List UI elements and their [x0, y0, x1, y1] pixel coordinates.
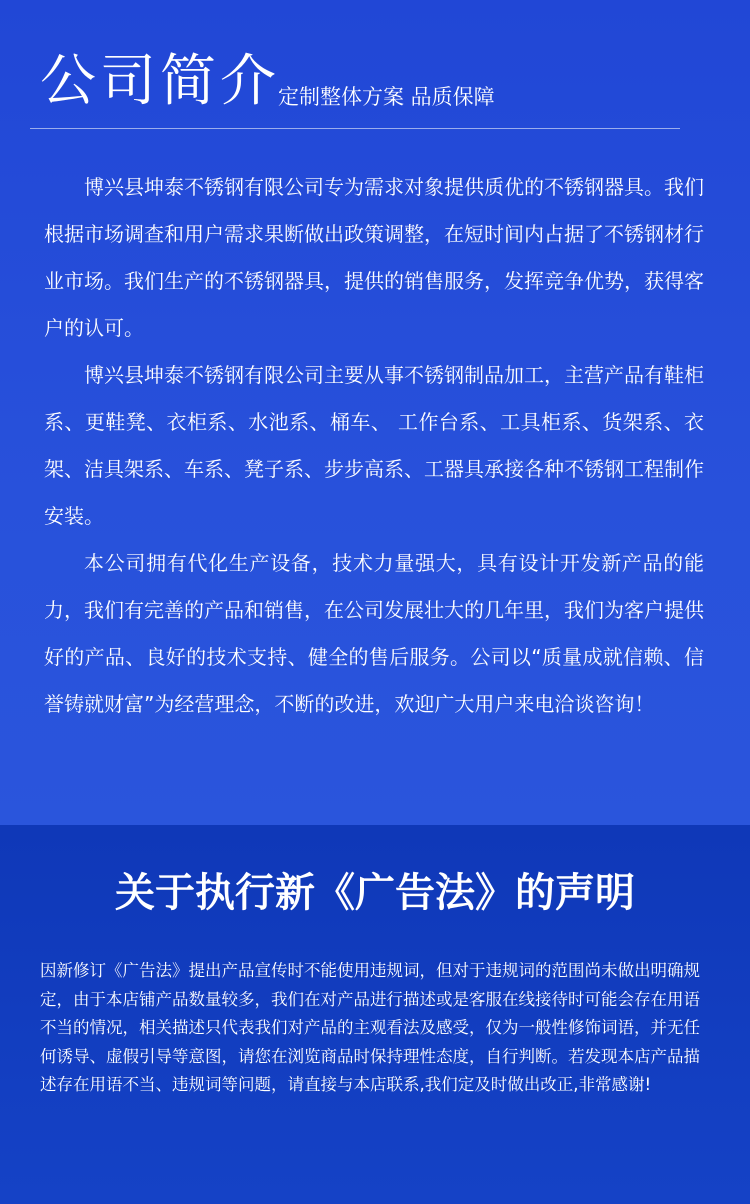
- intro-body: [44, 164, 704, 728]
- ad-law-notice-section: [0, 825, 750, 1204]
- intro-paragraph: 博兴县坤泰不锈钢有限公司专为需求对象提供质优的不锈钢器具。我们根据市场调查和用户需求果断做出政策调整，在短时间内占据了不锈钢材行业市场。我们生产的不锈钢器具，提供的销售服务，发挥竞争优势，获得客户的认可。: [44, 175, 704, 340]
- intro-paragraph: 博兴县坤泰不锈钢有限公司主要从事不锈钢制品加工，主营产品有鞋柜系、更鞋凳、衣柜系、水池系、桶车、 工作台系、工具柜系、货架系、衣架、洁具架系、车系、凳子系、步步高系、工器具承接各种不锈钢工程制作安装。: [44, 363, 704, 528]
- section-subtitle: 定制整体方案 品质保障: [278, 85, 495, 109]
- notice-title: 关于执行新《广告法》的声明: [115, 870, 635, 916]
- section-title: 公司简介: [40, 49, 280, 114]
- title-divider: [30, 128, 680, 129]
- intro-paragraph: 本公司拥有代化生产设备，技术力量强大，具有设计开发新产品的能力，我们有完善的产品和销售，在公司发展壮大的几年里，我们为客户提供好的产品、良好的技术支持、健全的售后服务。公司以“质量成就信赖、信誉铸就财富”为经营理念，不断的改进，欢迎广大用户来电洽谈咨询！: [44, 551, 704, 716]
- notice-body: 因新修订《广告法》提出产品宣传时不能使用违规词，但对于违规词的范围尚未做出明确规定，由于本店铺产品数量较多，我们在对产品进行描述或是客服在线接待时可能会存在用语不当的情况，相关描述只代表我们对产品的主观看法及感受，仅为一般性修饰词语，并无任何诱导、虚假引导等意图，请您在浏览商品时保持理性态度，自行判断。若发现本店产品描述存在用语不当、违规词等问题，请直接与本店联系,我们定及时做出改正,非常感谢!: [40, 961, 700, 1094]
